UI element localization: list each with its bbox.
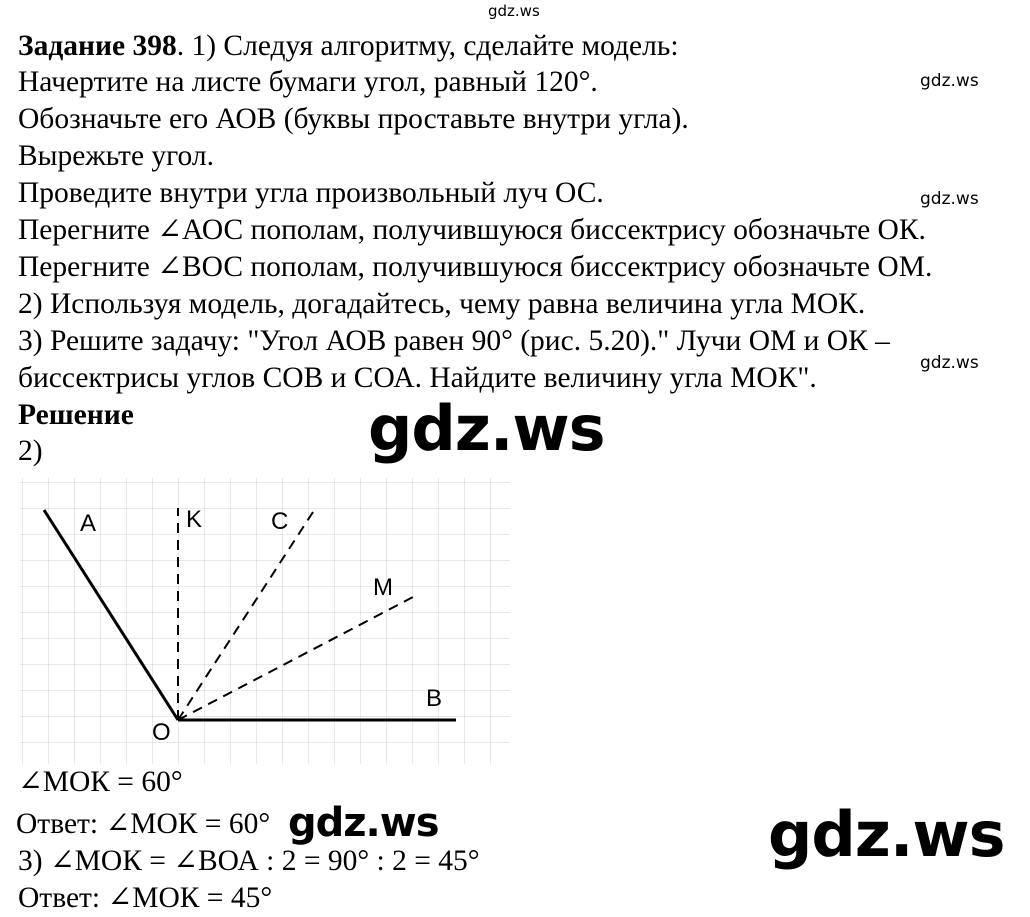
angle-figure xyxy=(20,478,510,764)
watermark-answer: gdz.ws xyxy=(288,800,439,846)
part3-solution: 3) ∠МОК = ∠ВОА : 2 = 90° : 2 = 45° xyxy=(18,845,480,877)
watermark-center-big: gdz.ws xyxy=(368,392,605,465)
task-line-7: Перегните ∠ВОС пополам, получившуюся биссектрису обозначьте ОМ. xyxy=(18,251,933,283)
task-line-10: биссектрисы углов СОВ и СОА. Найдите величину угла МОК". xyxy=(18,362,817,394)
watermark-right-1: gdz.ws xyxy=(920,71,979,91)
label-a: A xyxy=(80,510,97,537)
task-line-4: Вырежьте угол. xyxy=(18,140,214,172)
task-line-6: Перегните ∠АОС пополам, получившуюся биссектрису обозначьте ОК. xyxy=(18,214,926,246)
label-o: O xyxy=(152,719,171,746)
task-line-1 xyxy=(18,32,679,62)
task-line-5: Проведите внутри угла произвольный луч ОС. xyxy=(18,177,604,209)
task-line-2: Начертите на листе бумаги угол, равный 120°. xyxy=(18,66,598,98)
answer-1: Ответ: ∠МОК = 60° xyxy=(16,808,271,840)
task-line-8: 2) Используя модель, догадайтесь, чему равна величина угла МОК. xyxy=(18,288,866,320)
solution-heading: Решение xyxy=(18,399,134,431)
label-b: B xyxy=(426,685,443,712)
part2-label: 2) xyxy=(18,435,43,467)
label-c: C xyxy=(271,508,289,535)
result-mok: ∠МОК = 60° xyxy=(18,766,183,798)
task-line-1-text: . 1) Следуя алгоритму, сделайте модель: xyxy=(176,30,679,62)
task-line-3: Обозначьте его АОВ (буквы проставьте внутри угла). xyxy=(18,103,689,135)
watermark-bottom-right-big: gdz.ws xyxy=(768,798,1005,871)
answer-2: Ответ: ∠МОК = 45° xyxy=(18,882,273,914)
watermark-right-3: gdz.ws xyxy=(920,353,979,373)
label-m: M xyxy=(373,574,393,601)
label-k: K xyxy=(186,506,203,533)
task-number: Задание 398 xyxy=(18,30,177,62)
task-line-9: 3) Решите задачу: "Угол АОВ равен 90° (рис. 5.20)." Лучи ОМ и ОК – xyxy=(18,325,890,357)
watermark-top: gdz.ws xyxy=(488,2,540,20)
watermark-right-2: gdz.ws xyxy=(920,189,979,209)
